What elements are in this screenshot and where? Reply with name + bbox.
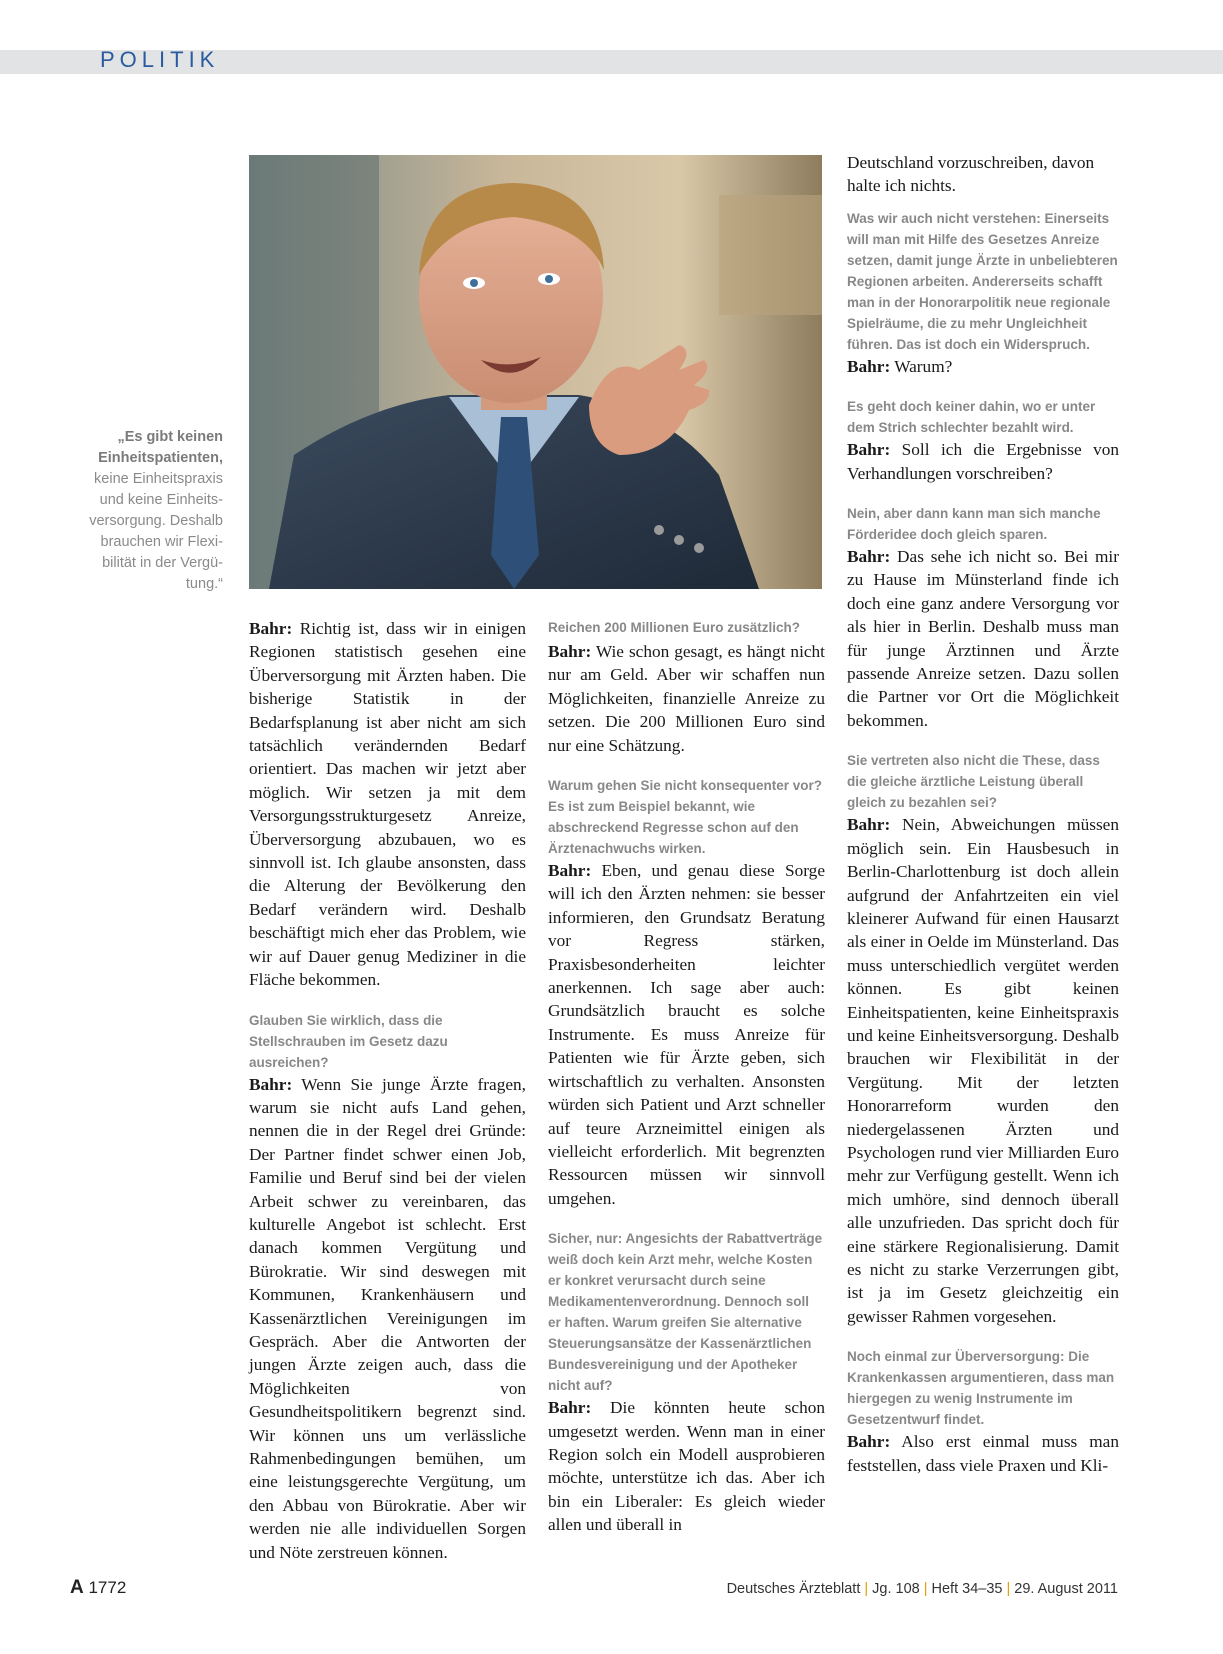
answer-text: Also erst einmal muss man feststellen, dass viele Praxen und Kli- — [847, 1432, 1119, 1475]
journal-name: Deutsches Ärzteblatt — [726, 1581, 861, 1597]
pull-quote-lead: „Es gibt keinen Einheitspatienten, — [98, 429, 223, 466]
journal-volume: Jg. 108 — [872, 1581, 920, 1597]
section-label: POLITIK — [100, 47, 220, 72]
portrait-image — [249, 155, 822, 589]
speaker-label: Bahr: — [548, 861, 592, 881]
column-3 — [847, 151, 1119, 1477]
answer-text: Soll ich die Ergebnisse von Verhandlungen vorschreiben? — [847, 440, 1119, 483]
page-number — [70, 1577, 126, 1599]
answer — [249, 1073, 526, 1565]
speaker-label: Bahr: — [847, 356, 891, 376]
answer — [847, 813, 1119, 1328]
speaker-label: Bahr: — [847, 440, 891, 460]
journal-issue: Heft 34–35 — [931, 1581, 1003, 1597]
answer — [548, 640, 825, 757]
answer-text: Nein, Abweichungen müssen möglich sein. Ein Hausbesuch in Berlin-Charlottenburg ist doch allein aufgrund der Anfahrtzeiten ein viel kleinerer Aufwand für einen Hausarzt als einer in Oelde im Münsterland. Das muss unterschiedlich vergütet werden können. Es gibt keinen Einheitspatienten, keine Einheitspraxis und keine Einheitsversorgung. Deshalb brauchen wir Flexibilität in der Vergütung. Mit der letzten Honorarreform wurden den niedergelassenen Ärzten und Psychologen rund vier Milliarden Euro mehr zur Verfügung gestellt. Wenn ich mich umhöre, sind dennoch überall alle unzufrieden. Das spricht doch für eine stärkere Regionalisierung. Damit es nicht zu starke Verzerrungen gibt, ist ja im Gesetz gleichzeitig ein gewisser Rahmen vorgesehen. — [847, 815, 1119, 1326]
pull-quote — [70, 427, 223, 595]
question: Sie vertreten also nicht die These, dass die gleiche ärztliche Leistung überall gleich zu bezahlen sei? — [847, 753, 1100, 811]
answer-text: Wenn Sie junge Ärzte fragen, warum sie nicht aufs Land gehen, nennen die in der Regel drei Gründe: Der Partner findet schwer einen Job, Familie und Beruf sind bei der vielen Arbeit schwer zu vereinbaren, das kulturelle Angebot ist schlecht. Erst danach kommen Vergütung und Bürokratie. Wir sind deswegen mit Kommunen, Krankenhäusern und Kassenärztlichen Vereinigungen im Gespräch. Aber die Antworten der jungen Ärzte zeigen auch, dass die Möglichkeiten von Gesundheitspolitikern begrenzt sind. Wir können uns um verlässliche Rahmenbedingungen bemühen, um eine leistungsgerechte Vergütung, um den Abbau von Bürokratie. Aber wir werden nie alle individuellen Sorgen und Nöte zerstreuen können. — [249, 1074, 526, 1562]
answer — [847, 545, 1119, 732]
answer — [847, 438, 1119, 485]
speaker-label: Bahr: — [847, 1432, 891, 1452]
question: Glauben Sie wirklich, dass die Stellschrauben im Gesetz dazu ausreichen? — [249, 1012, 448, 1070]
answer-text: Warum? — [890, 356, 953, 376]
column-1 — [249, 617, 526, 1564]
journal-date: 29. August 2011 — [1014, 1581, 1118, 1597]
speaker-label: Bahr: — [548, 1398, 592, 1418]
speaker-label: Bahr: — [249, 619, 293, 638]
speaker-label: Bahr: — [249, 1074, 293, 1094]
speaker-label: Bahr: — [847, 815, 891, 835]
answer-text: Das sehe ich nicht so. Bei mir zu Hause im Münsterland finde ich doch eine ganz andere Versorgung vor als hier in Berlin. Deshalb muss man für junge Ärztinnen und Ärzte passende Anreize setzen. Dazu sollen die Partner vor Ort die Möglichkeit bekommen. — [847, 547, 1119, 730]
answer-text: Wie schon gesagt, es hängt nicht nur am Geld. Aber wir schaffen nun Möglichkeiten, finanzielle Anreize zu setzen. Die 200 Millionen Euro sind nur eine Schätzung. — [548, 642, 825, 755]
answer — [847, 355, 1119, 378]
column-2 — [548, 617, 825, 1537]
answer — [548, 859, 825, 1210]
question: Warum gehen Sie nicht konsequenter vor? Es ist zum Beispiel bekannt, wie abschreckend Regresse schon auf den Ärztenachwuchs wirken. — [548, 778, 823, 857]
answer — [847, 1430, 1119, 1477]
answer-text: Die könnten heute schon umgesetzt werden. Wenn man in einer Region solch ein Modell ausprobieren möchte, unterstütze ich das. Aber ich bin ein Liberaler: Es gleich wieder allen und überall in — [548, 1398, 825, 1535]
question: Sicher, nur: Angesichts der Rabattverträge weiß doch kein Arzt mehr, welche Kosten er konkret verursacht durch seine Medikamentenverordnung. Dennoch soll er haften. Warum greifen Sie alternative Steuerungsansätze der Kassenärztlichen Bundesvereinigung und der Apotheker nicht auf? — [548, 1231, 823, 1394]
question: Noch einmal zur Überversorgung: Die Krankenkassen argumentieren, dass man hiergegen zu wenig Instrumente im Gesetzentwurf findet. — [847, 1349, 1115, 1428]
answer — [249, 617, 526, 992]
pull-quote-text: keine Einheitspraxis und keine Einheits-versorgung. Deshalb brauchen wir Flexi-bilität in der Vergü-tung.“ — [89, 471, 223, 592]
answer — [548, 1396, 825, 1536]
question: Es geht doch keiner dahin, wo er unter dem Strich schlechter bezahlt wird. — [847, 399, 1096, 436]
answer-continuation: Deutschland vorzuschreiben, davon halte ich nichts. — [847, 153, 1095, 196]
speaker-label: Bahr: — [847, 547, 891, 567]
separator: | — [864, 1581, 869, 1597]
separator: | — [1006, 1581, 1011, 1597]
journal-footer — [727, 1581, 1118, 1597]
question: Nein, aber dann kann man sich manche Förderidee doch gleich sparen. — [847, 506, 1101, 543]
page-number-value: 1772 — [88, 1578, 127, 1597]
answer-text: Eben, und genau diese Sorge will ich den Ärzten nehmen: sie besser informieren, den Grundsatz Beratung vor Regress stärken, Praxisbesonderheiten leichter anerkennen. Ich sage aber auch: Grundsätzlich braucht es solche Instrumente. Es muss Anreize für Patienten wie für Ärzte geben, sich wirtschaftlich zu verhalten. Ansonsten würden sich Patient und Arzt schneller auf teure Arzneimittel einigen als vielleicht erforderlich. Mit begrenzten Ressourcen müssen wir sinnvoll umgehen. — [548, 861, 825, 1208]
separator: | — [923, 1581, 928, 1597]
speaker-label: Bahr: — [548, 642, 592, 661]
page-letter: A — [70, 1577, 84, 1598]
question: Was wir auch nicht verstehen: Einerseits will man mit Hilfe des Gesetzes Anreize setzen, damit junge Ärzte in unbeliebteren Regionen arbeiten. Andererseits schafft man in der Honorarpolitik neue regionale Spielräume, die zu mehr Ungleichheit führen. Das ist doch ein Widerspruch. — [847, 210, 1118, 352]
question: Reichen 200 Millionen Euro zusätzlich? — [548, 620, 801, 635]
answer-text: Richtig ist, dass wir in einigen Regionen statistisch gesehen eine Überversorgung mit Ärzten haben. Die bisherige Statistik in der Bedarfsplanung ist aber nicht am sich tatsächlich verändernden Bedarf orientiert. Das machen wir jetzt aber möglich. Wir setzen ja mit dem Versorgungsstrukturgesetz Anreize, Überversorgung abzubauen, wo es sinnvoll ist. Ich glaube ansonsten, dass die Alterung der Bevölkerung den Bedarf verändern wird. Deshalb beschäftigt mich eher das Problem, wie wir auf Dauer genug Mediziner in die Fläche bekommen. — [249, 619, 526, 990]
interview-photo — [249, 155, 822, 589]
